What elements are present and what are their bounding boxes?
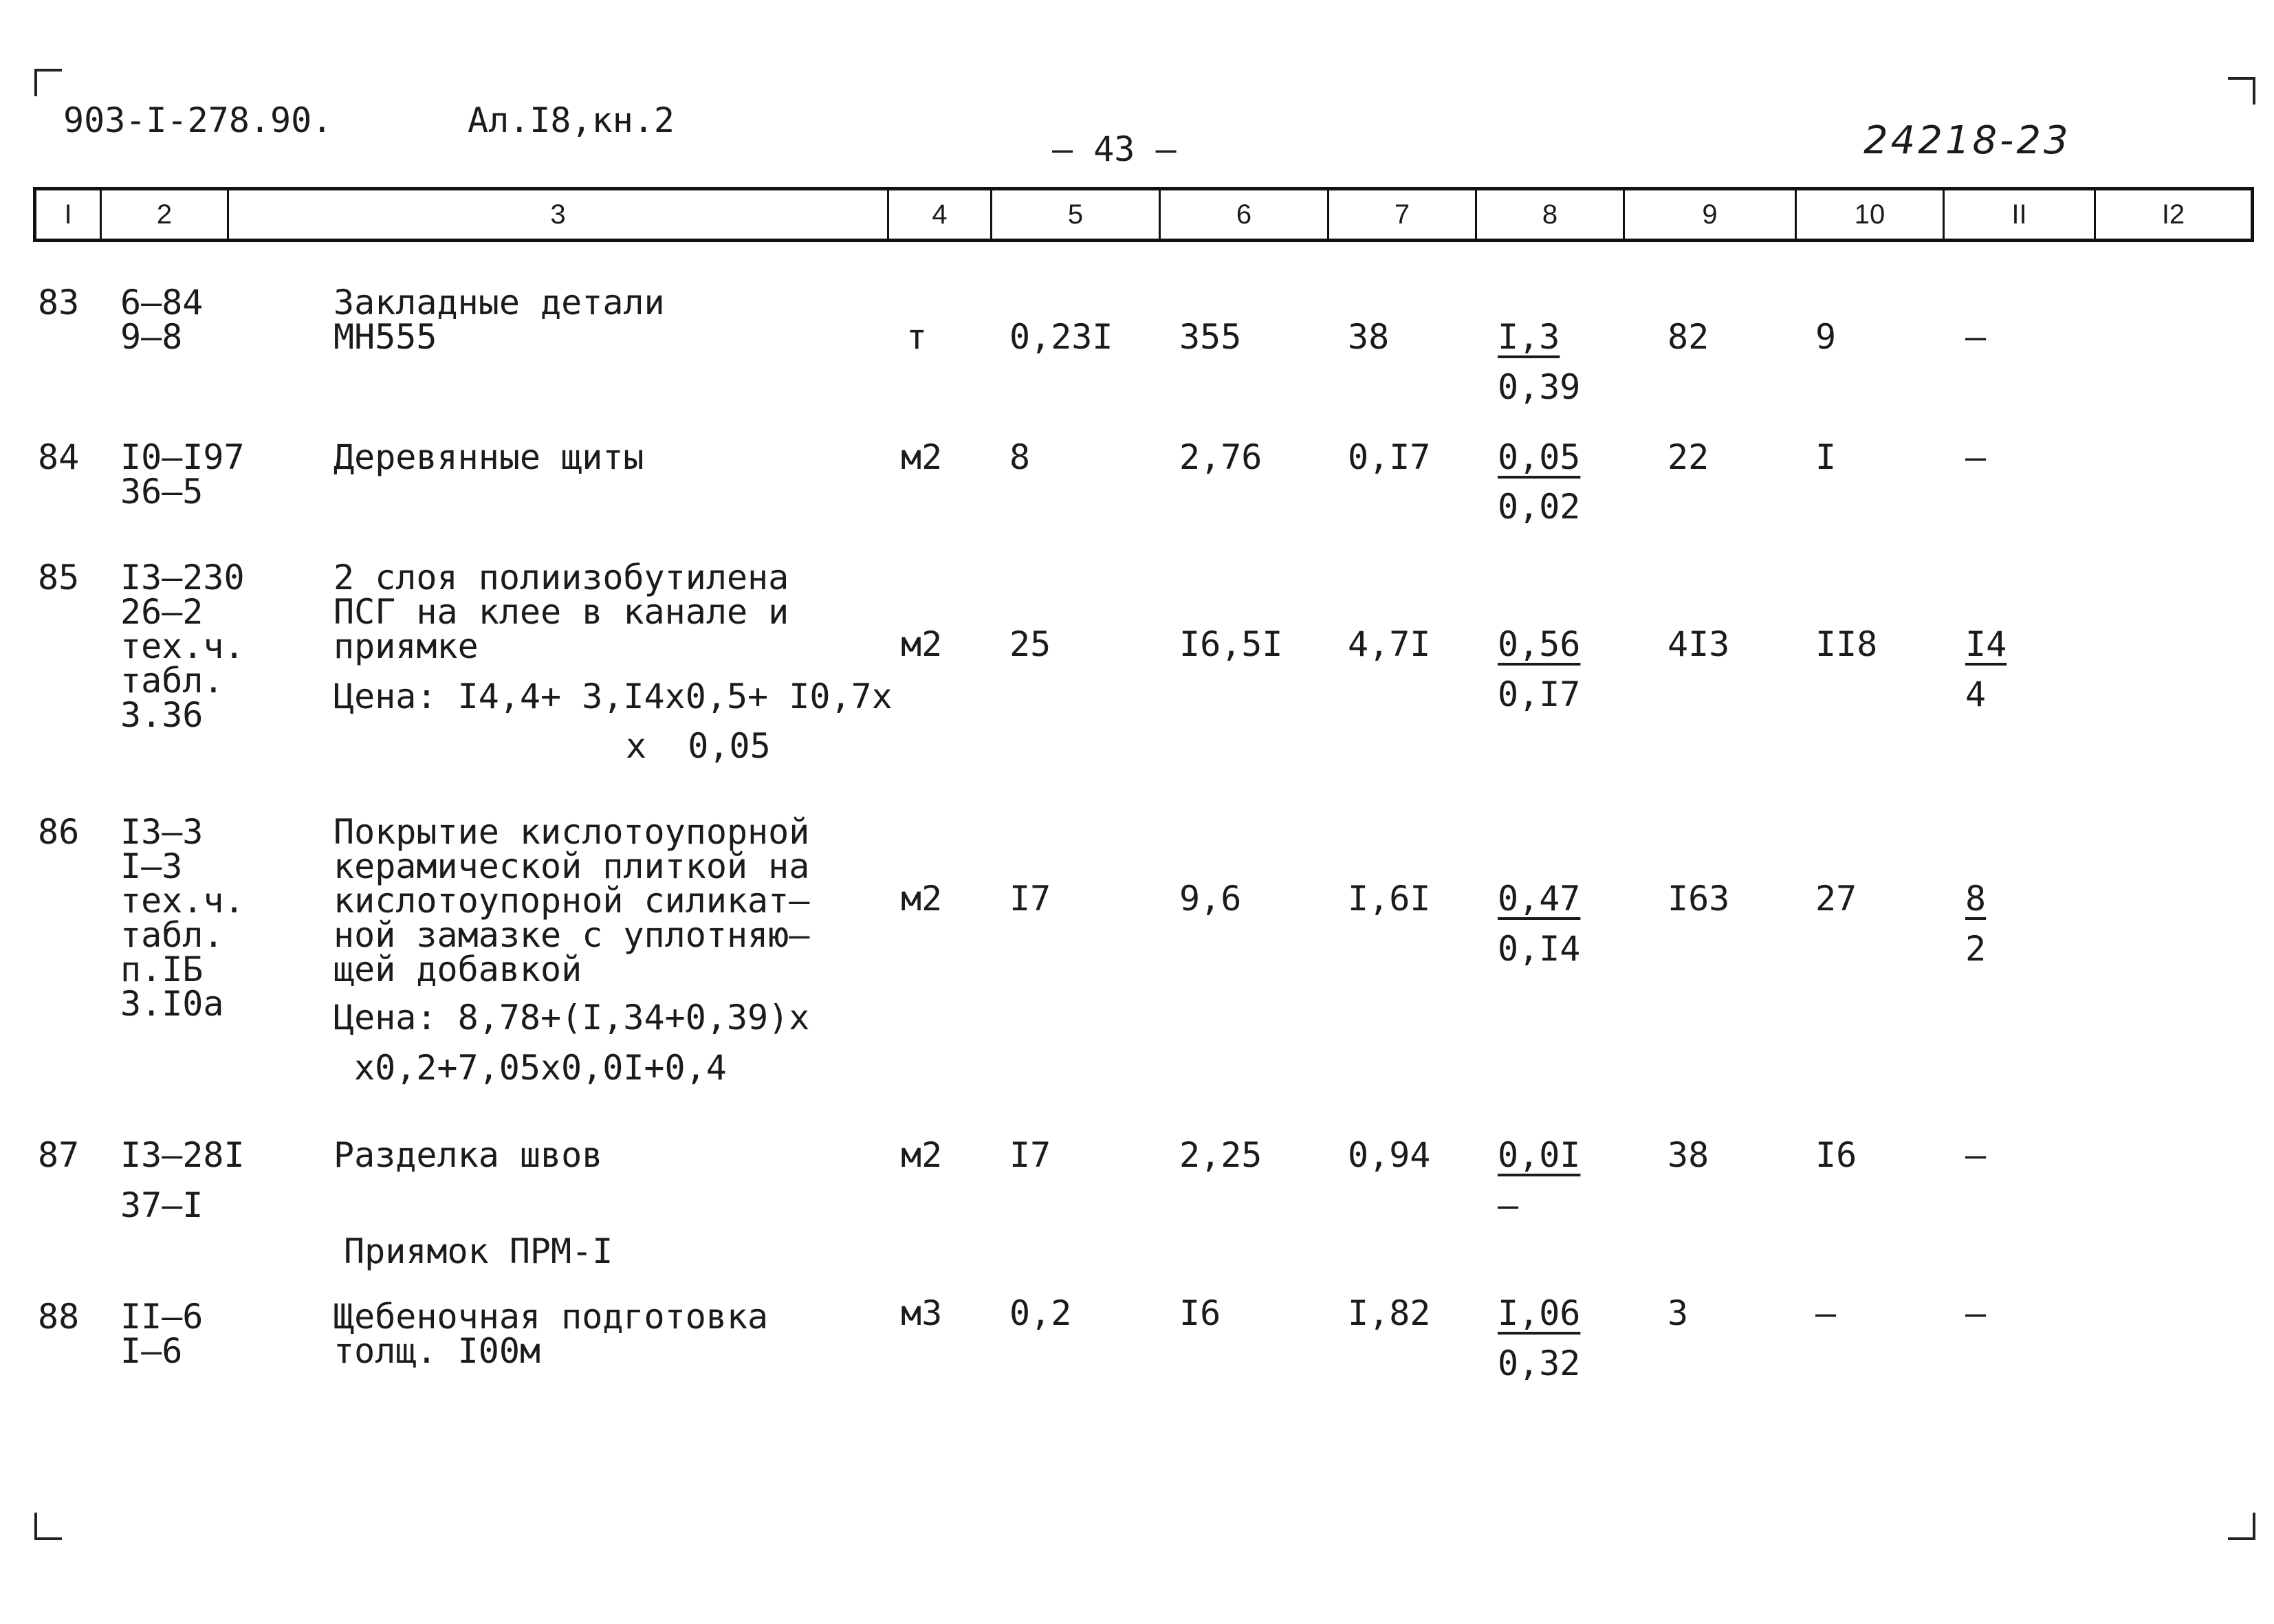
row-number: 84 (38, 437, 80, 477)
column-header: 5 (992, 190, 1161, 239)
corner-mark-bottom-left (34, 1513, 62, 1540)
cell-col8-top: 0,05 (1498, 437, 1581, 477)
cell-col7: 38 (1348, 317, 1390, 357)
cell-col8-bottom: 0,39 (1498, 367, 1581, 407)
row-number: 83 (38, 283, 80, 322)
cell-col8-top: 0,47 (1498, 879, 1581, 919)
cell-col9: 3 (1668, 1293, 1689, 1333)
column-header: 3 (229, 190, 889, 239)
column-header: II (1945, 190, 2096, 239)
price-formula-continued: х0,2+7,05х0,0I+0,4 (354, 1048, 727, 1088)
cell-col10: – (1815, 1293, 1837, 1333)
album-reference: Ал.I8,кн.2 (468, 100, 675, 140)
cell-col7: 0,I7 (1348, 437, 1431, 477)
column-header: 9 (1625, 190, 1797, 239)
cell-col11-top: I4 (1965, 624, 2007, 664)
norm-code: I0–I97 36–5 (120, 437, 245, 512)
column-header: 10 (1797, 190, 1945, 239)
corner-mark-bottom-right (2228, 1513, 2255, 1540)
column-header: 8 (1477, 190, 1625, 239)
cell-col8-bottom: 0,02 (1498, 487, 1581, 527)
cell-col9: 38 (1668, 1135, 1709, 1175)
cell-col8-top: I,3 (1498, 317, 1560, 357)
cell-col8-bottom: 0,32 (1498, 1343, 1581, 1383)
corner-mark-top-right (2228, 77, 2255, 105)
work-description: Разделка швов (334, 1135, 603, 1175)
work-description: Закладные детали МН555 (334, 283, 665, 357)
row-number: 85 (38, 558, 80, 597)
norm-code: I3–3 I–3 тех.ч. табл. п.IБ 3.I0а (120, 812, 245, 1024)
section-heading: Приямок ПРМ-I (344, 1231, 613, 1271)
norm-code: 6–84 9–8 (120, 283, 204, 357)
cell-col8-bottom: 0,I7 (1498, 674, 1581, 714)
cell-col7: 0,94 (1348, 1135, 1431, 1175)
column-header: 6 (1161, 190, 1329, 239)
cell-col5: I7 (1009, 879, 1051, 919)
cell-col6: 9,6 (1179, 879, 1242, 919)
unit: т (906, 317, 928, 357)
cell-col10: I6 (1815, 1135, 1857, 1175)
cell-col11-bottom: 4 (1965, 674, 1987, 714)
handwritten-number: 24218-23 (1863, 118, 2071, 163)
cell-col11-top: – (1965, 317, 1987, 357)
price-formula: Цена: 8,78+(I,34+0,39)х (334, 998, 810, 1038)
cell-col8-bottom: 0,I4 (1498, 929, 1581, 969)
unit: м2 (901, 437, 943, 477)
cell-col11-bottom: 2 (1965, 929, 1987, 969)
cell-col10: I (1815, 437, 1837, 477)
cell-col6: 355 (1179, 317, 1242, 357)
cell-col7: I,82 (1348, 1293, 1431, 1333)
row-number: 86 (38, 812, 80, 852)
cell-col11-top: – (1965, 1293, 1987, 1333)
cell-col5: 8 (1009, 437, 1031, 477)
cell-col7: I,6I (1348, 879, 1431, 919)
cell-col5: 0,2 (1009, 1293, 1072, 1333)
cell-col8-top: 0,56 (1498, 624, 1581, 664)
column-header: I2 (2161, 199, 2185, 230)
column-header-row (33, 187, 2254, 242)
document-code: 903-I-278.90. (63, 100, 333, 140)
column-header: 7 (1329, 190, 1477, 239)
page-number: — 43 — (1052, 129, 1177, 169)
cell-col8-bottom: – (1498, 1185, 1519, 1225)
norm-code: II–6 I–6 (120, 1297, 204, 1371)
column-header: I (36, 190, 102, 239)
cell-col7: 4,7I (1348, 624, 1431, 664)
cell-col8-top: I,06 (1498, 1293, 1581, 1333)
cell-col10: II8 (1815, 624, 1878, 664)
cell-col11-top: – (1965, 437, 1987, 477)
row-number: 88 (38, 1297, 80, 1337)
work-description: 2 слоя полиизобутилена ПСГ на клее в канале и приямке (334, 558, 789, 666)
cell-col5: 25 (1009, 624, 1051, 664)
cell-col5: 0,23I (1009, 317, 1113, 357)
cell-col9: 22 (1668, 437, 1709, 477)
work-description: Деревянные щиты (334, 437, 644, 477)
cell-col8-top: 0,0I (1498, 1135, 1581, 1175)
column-header: 2 (102, 190, 229, 239)
cell-col10: 27 (1815, 879, 1857, 919)
work-description: Покрытие кислотоупорной керамической плиткой на кислотоупорной силикат– ной замазке с уплотняю– щей добавкой (334, 812, 810, 989)
cell-col9: I63 (1668, 879, 1730, 919)
unit: м2 (901, 624, 943, 664)
price-formula-continued: х 0,05 (626, 726, 771, 766)
unit: м2 (901, 879, 943, 919)
cell-col9: 82 (1668, 317, 1709, 357)
cell-col6: 2,76 (1179, 437, 1262, 477)
unit: м2 (901, 1135, 943, 1175)
cell-col10: 9 (1815, 317, 1837, 357)
row-number: 87 (38, 1135, 80, 1175)
norm-code: I3–230 26–2 тех.ч. табл. 3.36 (120, 558, 245, 735)
cell-col9: 4I3 (1668, 624, 1730, 664)
cell-col6: 2,25 (1179, 1135, 1262, 1175)
cell-col11-top: – (1965, 1135, 1987, 1175)
unit: м3 (901, 1293, 943, 1333)
norm-code: I3–28I (120, 1135, 245, 1175)
cell-col6: I6,5I (1179, 624, 1283, 664)
work-description: Щебеночная подготовка толщ. I00м (334, 1297, 769, 1371)
cell-col5: I7 (1009, 1135, 1051, 1175)
corner-mark-top-left (34, 69, 62, 96)
cell-col6: I6 (1179, 1293, 1221, 1333)
price-formula: Цена: I4,4+ 3,I4х0,5+ I0,7х (334, 677, 893, 716)
column-header: 4 (889, 190, 992, 239)
norm-code-continued: 37–I (120, 1185, 204, 1225)
cell-col11-top: 8 (1965, 879, 1987, 919)
